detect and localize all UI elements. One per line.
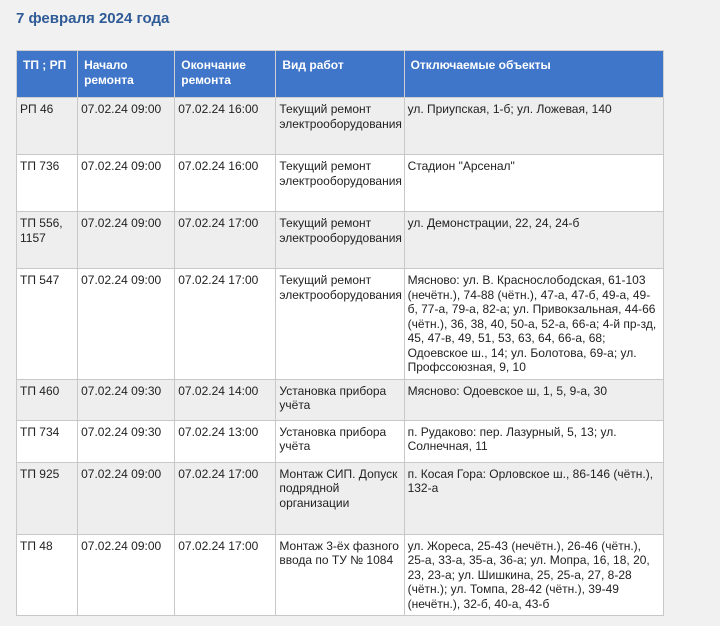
cell-end: 07.02.24 17:00 [175, 212, 276, 269]
cell-end: 07.02.24 16:00 [175, 98, 276, 155]
cell-start: 07.02.24 09:00 [78, 155, 175, 212]
cell-substation: ТП 736 [17, 155, 78, 212]
cell-work-type: Текущий ремонт электрооборудования [276, 155, 404, 212]
table-row [17, 155, 664, 212]
table-row [17, 212, 664, 269]
cell-substation: ТП 734 [17, 420, 78, 462]
cell-end: 07.02.24 14:00 [175, 379, 276, 420]
header-work-type: Вид работ [276, 51, 404, 98]
cell-substation: ТП 925 [17, 462, 78, 534]
cell-start: 07.02.24 09:00 [78, 98, 175, 155]
cell-objects: Стадион "Арсенал" [404, 155, 663, 212]
cell-objects: п. Рудаково: пер. Лазурный, 5, 13; ул. Солнечная, 11 [404, 420, 663, 462]
page-title: 7 февраля 2024 года [16, 10, 170, 27]
header-end: Окончание ремонта [175, 51, 276, 98]
cell-end: 07.02.24 13:00 [175, 420, 276, 462]
cell-start: 07.02.24 09:00 [78, 269, 175, 380]
cell-substation: ТП 547 [17, 269, 78, 380]
table-row [17, 462, 664, 534]
cell-start: 07.02.24 09:00 [78, 212, 175, 269]
cell-work-type: Установка прибора учёта [276, 379, 404, 420]
table-row [17, 379, 664, 420]
cell-start: 07.02.24 09:00 [78, 462, 175, 534]
table-row [17, 269, 664, 380]
cell-end: 07.02.24 17:00 [175, 269, 276, 380]
cell-end: 07.02.24 17:00 [175, 462, 276, 534]
cell-work-type: Монтаж СИП. Допуск подрядной организации [276, 462, 404, 534]
cell-start: 07.02.24 09:00 [78, 534, 175, 616]
cell-work-type: Монтаж 3-ёх фазного ввода по ТУ № 1084 [276, 534, 404, 616]
cell-objects: Мясново: Одоевское ш, 1, 5, 9-а, 30 [404, 379, 663, 420]
table-row [17, 420, 664, 462]
header-start: Начало ремонта [78, 51, 175, 98]
cell-objects: Мясново: ул. В. Краснослободская, 61-103 (нечётн.), 74-88 (чётн.), 47-а, 47-б, 49-а, 49-б, 77-а, 79-а, 82-а; ул. Привокзальная, 44-66 (чётн.), 36, 38, 40, 50-а, 52-а, 66-а; 4-й пр-зд, 45, 47-в, 49, 51, 53, 63, 64, 66-а, 68; Одоевское ш., 14; ул. Болотова, 69-а; ул. Профссоюзная, 9, 10 [404, 269, 663, 380]
cell-work-type: Текущий ремонт электрооборудования [276, 212, 404, 269]
cell-substation: ТП 48 [17, 534, 78, 616]
header-objects: Отключаемые объекты [404, 51, 663, 98]
header-substation: ТП ; РП [17, 51, 78, 98]
cell-objects: ул. Жореса, 25-43 (нечётн.), 26-46 (чётн.), 25-а, 33-а, 35-а, 36-а; ул. Мопра, 16, 18, 20, 23, 23-а; ул. Шишкина, 25, 25-а, 27, 8-28 (чётн.); ул. Томпа, 28-42 (чётн.), 39-49 (нечётн.), 32-б, 40-а, 43-б [404, 534, 663, 616]
cell-substation: ТП 556, 1157 [17, 212, 78, 269]
table-row [17, 534, 664, 616]
cell-work-type: Установка прибора учёта [276, 420, 404, 462]
table-header-row [17, 51, 664, 98]
table-row [17, 98, 664, 155]
cell-objects: ул. Приупская, 1-б; ул. Ложевая, 140 [404, 98, 663, 155]
cell-end: 07.02.24 16:00 [175, 155, 276, 212]
cell-work-type: Текущий ремонт электрооборудования [276, 98, 404, 155]
cell-start: 07.02.24 09:30 [78, 379, 175, 420]
cell-objects: п. Косая Гора: Орловское ш., 86-146 (чётн.), 132-а [404, 462, 663, 534]
cell-end: 07.02.24 17:00 [175, 534, 276, 616]
cell-objects: ул. Демонстрации, 22, 24, 24-б [404, 212, 663, 269]
cell-work-type: Текущий ремонт электрооборудования [276, 269, 404, 380]
cell-start: 07.02.24 09:30 [78, 420, 175, 462]
outage-schedule-table [16, 50, 664, 616]
cell-substation: РП 46 [17, 98, 78, 155]
cell-substation: ТП 460 [17, 379, 78, 420]
